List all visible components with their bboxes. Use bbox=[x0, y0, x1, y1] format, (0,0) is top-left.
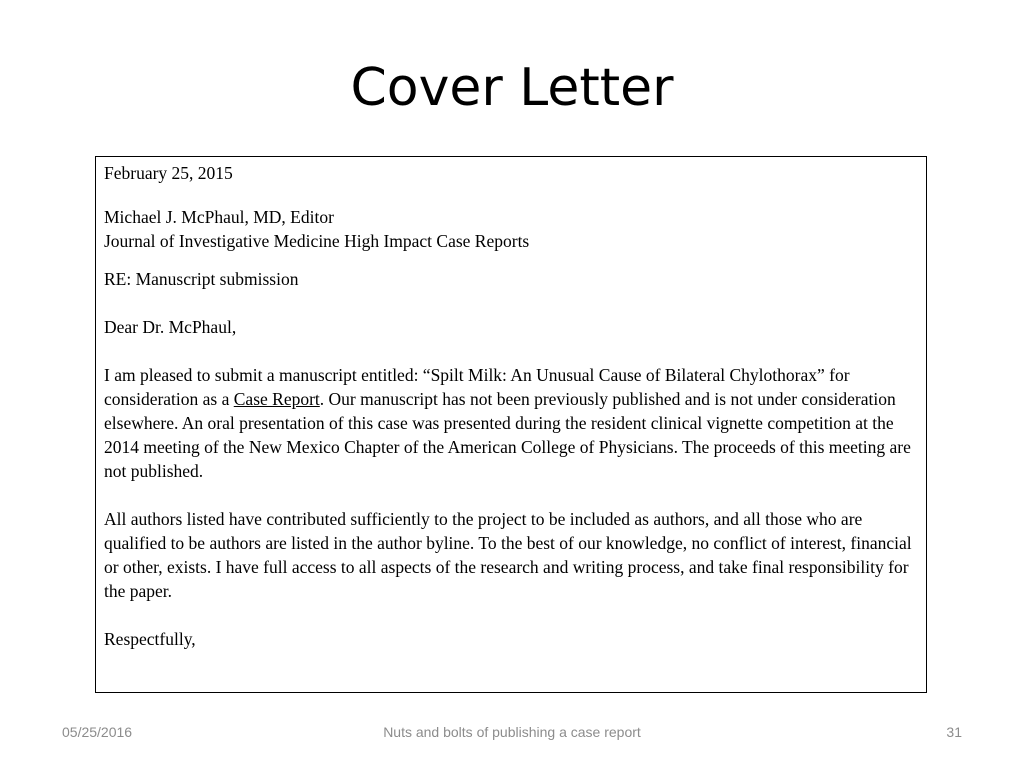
letter-date: February 25, 2015 bbox=[104, 163, 233, 183]
paragraph-1-text-end: . Our manuscript has not been previously published and is not under consideration elsewhere. An oral presentation of this case was presented during the resident clinical vignette competition at the 2014 meeting of the New Mexico Chapter of the American College of Physicians. The proceeds of this meeting are not published. bbox=[104, 389, 911, 481]
footer-date: 05/25/2016 bbox=[62, 724, 133, 740]
recipient-name: Michael J. McPhaul, MD, Editor bbox=[104, 207, 334, 227]
closing: Respectfully, bbox=[104, 629, 196, 649]
re-line: RE: Manuscript submission bbox=[104, 269, 299, 289]
cover-letter-box bbox=[95, 156, 927, 693]
body-paragraph-1 bbox=[104, 363, 918, 483]
case-report-underlined-text: Case Report bbox=[233, 389, 320, 409]
slide-title: Cover Letter bbox=[350, 58, 674, 118]
body-paragraph-2: All authors listed have contributed sufficiently to the project to be included as authors, and all those who are qualified to be authors are listed in the author byline. To the best of our knowledge, no conflict of interest, financial or other, exists. I have full access to all aspects of the research and writing process, and take final responsibility for the paper. bbox=[104, 509, 912, 601]
salutation: Dear Dr. McPhaul, bbox=[104, 317, 237, 337]
recipient-journal: Journal of Investigative Medicine High Impact Case Reports bbox=[104, 231, 530, 251]
footer-title: Nuts and bolts of publishing a case report bbox=[383, 724, 641, 740]
paragraph-1-text-start: I am pleased to submit a manuscript entitled: “Spilt Milk: An Unusual Cause of Bilateral Chylothorax” for consideration as a bbox=[104, 365, 850, 409]
slide-number: 31 bbox=[946, 724, 962, 740]
